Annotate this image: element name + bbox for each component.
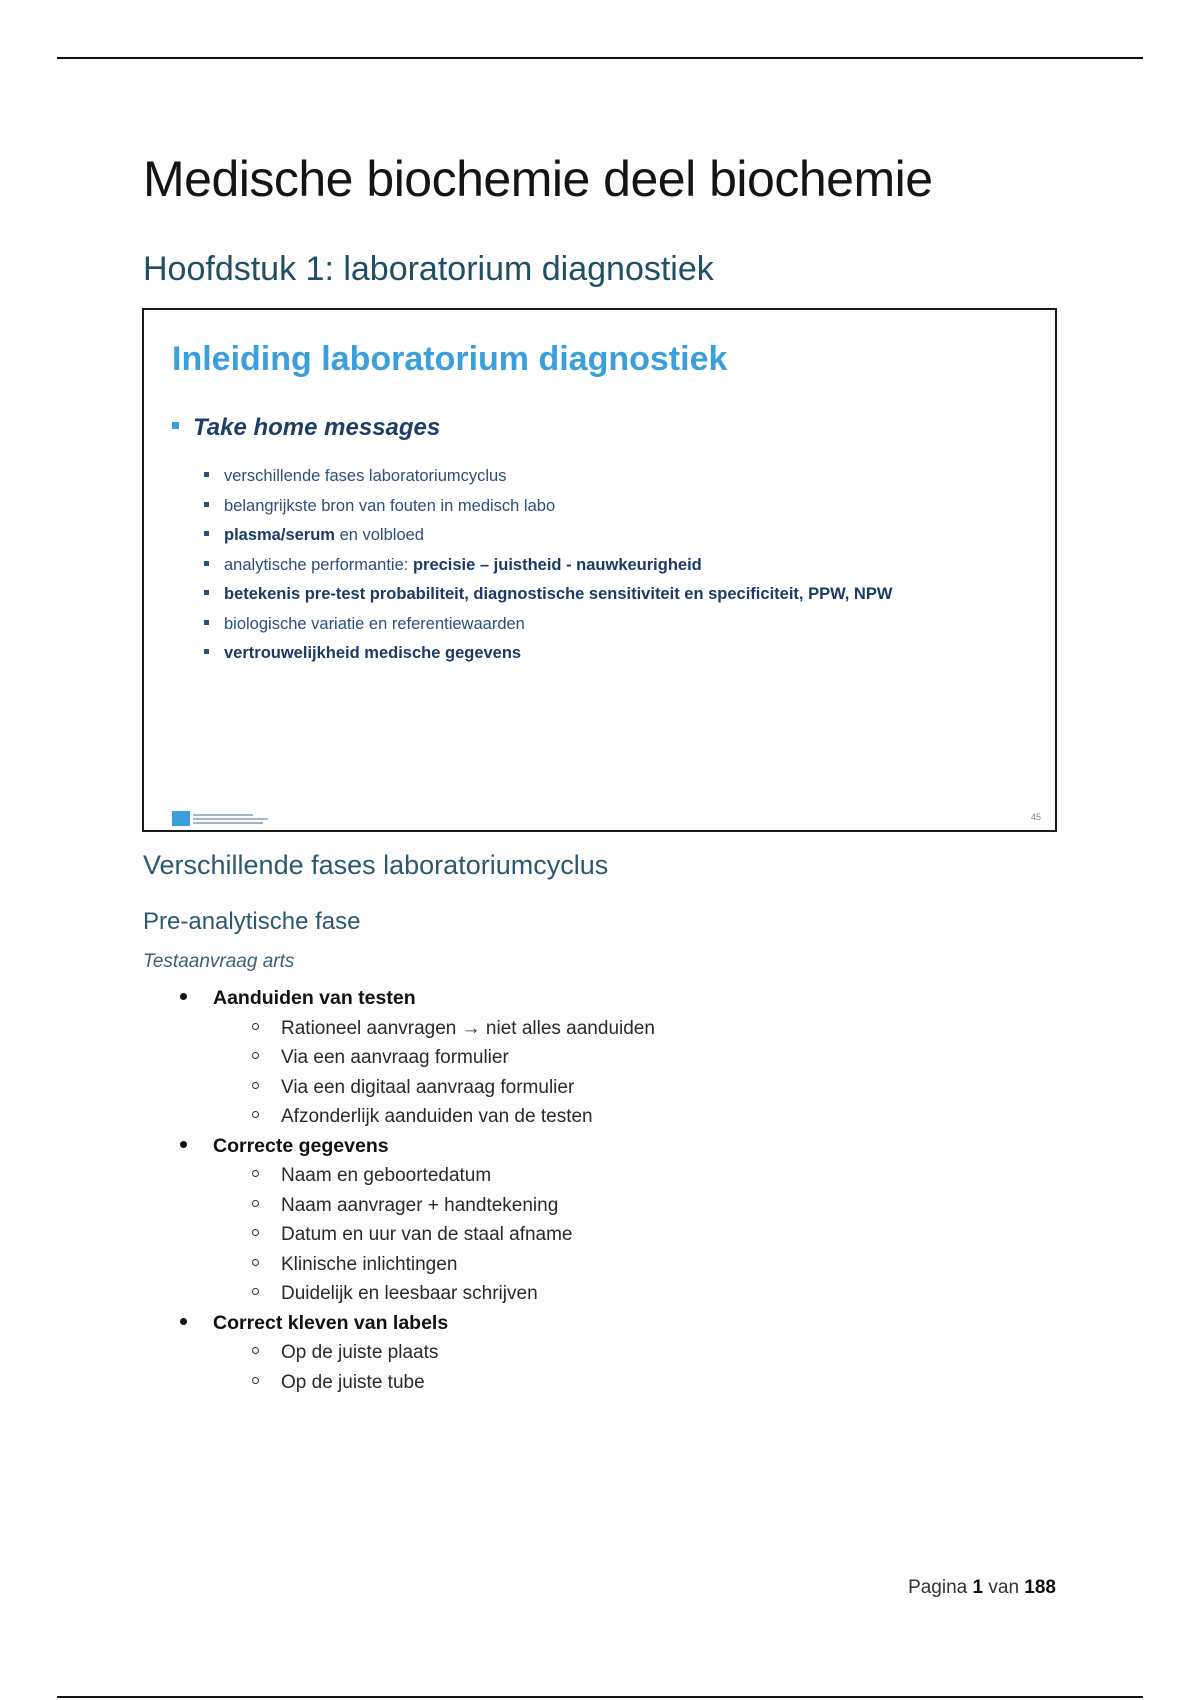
slide-bullet-item: biologische variatie en referentiewaarden	[204, 610, 892, 640]
slide-bullet-list	[204, 462, 892, 669]
bullet-icon	[180, 1318, 187, 1325]
outline-group	[180, 1309, 655, 1398]
slide-bullet-item: belangrijkste bron van fouten in medisch labo	[204, 492, 892, 522]
bullet-icon	[180, 993, 187, 1000]
slide-bullet-item: vertrouwelijkheid medische gegevens	[204, 639, 892, 669]
square-bullet-icon	[172, 422, 179, 429]
slide-bullet-item: plasma/serum en volbloed	[204, 521, 892, 551]
slide-image	[142, 308, 1057, 832]
outline-group-label: Aanduiden van testen	[180, 984, 655, 1014]
outline-subitem: Via een aanvraag formulier	[252, 1043, 655, 1073]
circle-bullet-icon	[252, 1023, 259, 1030]
circle-bullet-icon	[252, 1229, 259, 1236]
circle-bullet-icon	[252, 1259, 259, 1266]
circle-bullet-icon	[252, 1347, 259, 1354]
outline-subitem: Afzonderlijk aanduiden van de testen	[252, 1102, 655, 1132]
bottom-rule	[57, 1696, 1143, 1698]
bullet-icon	[180, 1141, 187, 1148]
page-footer: Pagina 1 van 188	[908, 1577, 1056, 1598]
circle-bullet-icon	[252, 1082, 259, 1089]
slide-bullet-item: analytische performantie: precisie – juistheid - nauwkeurigheid	[204, 551, 892, 581]
section-heading: Verschillende fases laboratoriumcyclus	[143, 850, 609, 880]
circle-bullet-icon	[252, 1111, 259, 1118]
outline-subitem: Via een digitaal aanvraag formulier	[252, 1073, 655, 1103]
bullet-icon	[204, 472, 209, 477]
circle-bullet-icon	[252, 1288, 259, 1295]
slide-subtitle: Take home messages	[172, 414, 440, 442]
outline-subitem: Naam aanvrager + handtekening	[252, 1191, 655, 1221]
bullet-icon	[204, 649, 209, 654]
outline-group-label: Correct kleven van labels	[180, 1309, 655, 1339]
bullet-icon	[204, 590, 209, 595]
circle-bullet-icon	[252, 1052, 259, 1059]
bullet-icon	[204, 620, 209, 625]
slide-bullet-item: betekenis pre-test probabiliteit, diagnostische sensitiviteit en specificiteit, PPW, NPW	[204, 580, 892, 610]
outline-subitem: Op de juiste plaats	[252, 1338, 655, 1368]
bullet-icon	[204, 561, 209, 566]
outline-subitem: Rationeel aanvragen → niet alles aanduiden	[252, 1014, 655, 1044]
outline-subitem: Datum en uur van de staal afname	[252, 1220, 655, 1250]
slide-title: Inleiding laboratorium diagnostiek	[172, 340, 728, 378]
chapter-heading: Hoofdstuk 1: laboratorium diagnostiek	[143, 250, 714, 288]
outline-group-label: Correcte gegevens	[180, 1132, 655, 1162]
outline-group	[180, 1132, 655, 1309]
outline-list	[180, 984, 655, 1397]
circle-bullet-icon	[252, 1200, 259, 1207]
university-logo-icon	[172, 810, 268, 828]
bullet-icon	[204, 531, 209, 536]
top-rule	[57, 57, 1143, 59]
bullet-icon	[204, 502, 209, 507]
outline-subitem: Naam en geboortedatum	[252, 1161, 655, 1191]
slide-page-number: 45	[1030, 812, 1041, 822]
outline-group	[180, 984, 655, 1132]
slide-bullet-item: verschillende fases laboratoriumcyclus	[204, 462, 892, 492]
outline-subitem: Klinische inlichtingen	[252, 1250, 655, 1280]
circle-bullet-icon	[252, 1377, 259, 1384]
document-title: Medische biochemie deel biochemie	[143, 151, 933, 207]
circle-bullet-icon	[252, 1170, 259, 1177]
outline-subitem: Duidelijk en leesbaar schrijven	[252, 1279, 655, 1309]
subsection-heading: Pre-analytische fase	[143, 908, 361, 935]
minor-heading: Testaanvraag arts	[143, 951, 295, 972]
outline-subitem: Op de juiste tube	[252, 1368, 655, 1398]
